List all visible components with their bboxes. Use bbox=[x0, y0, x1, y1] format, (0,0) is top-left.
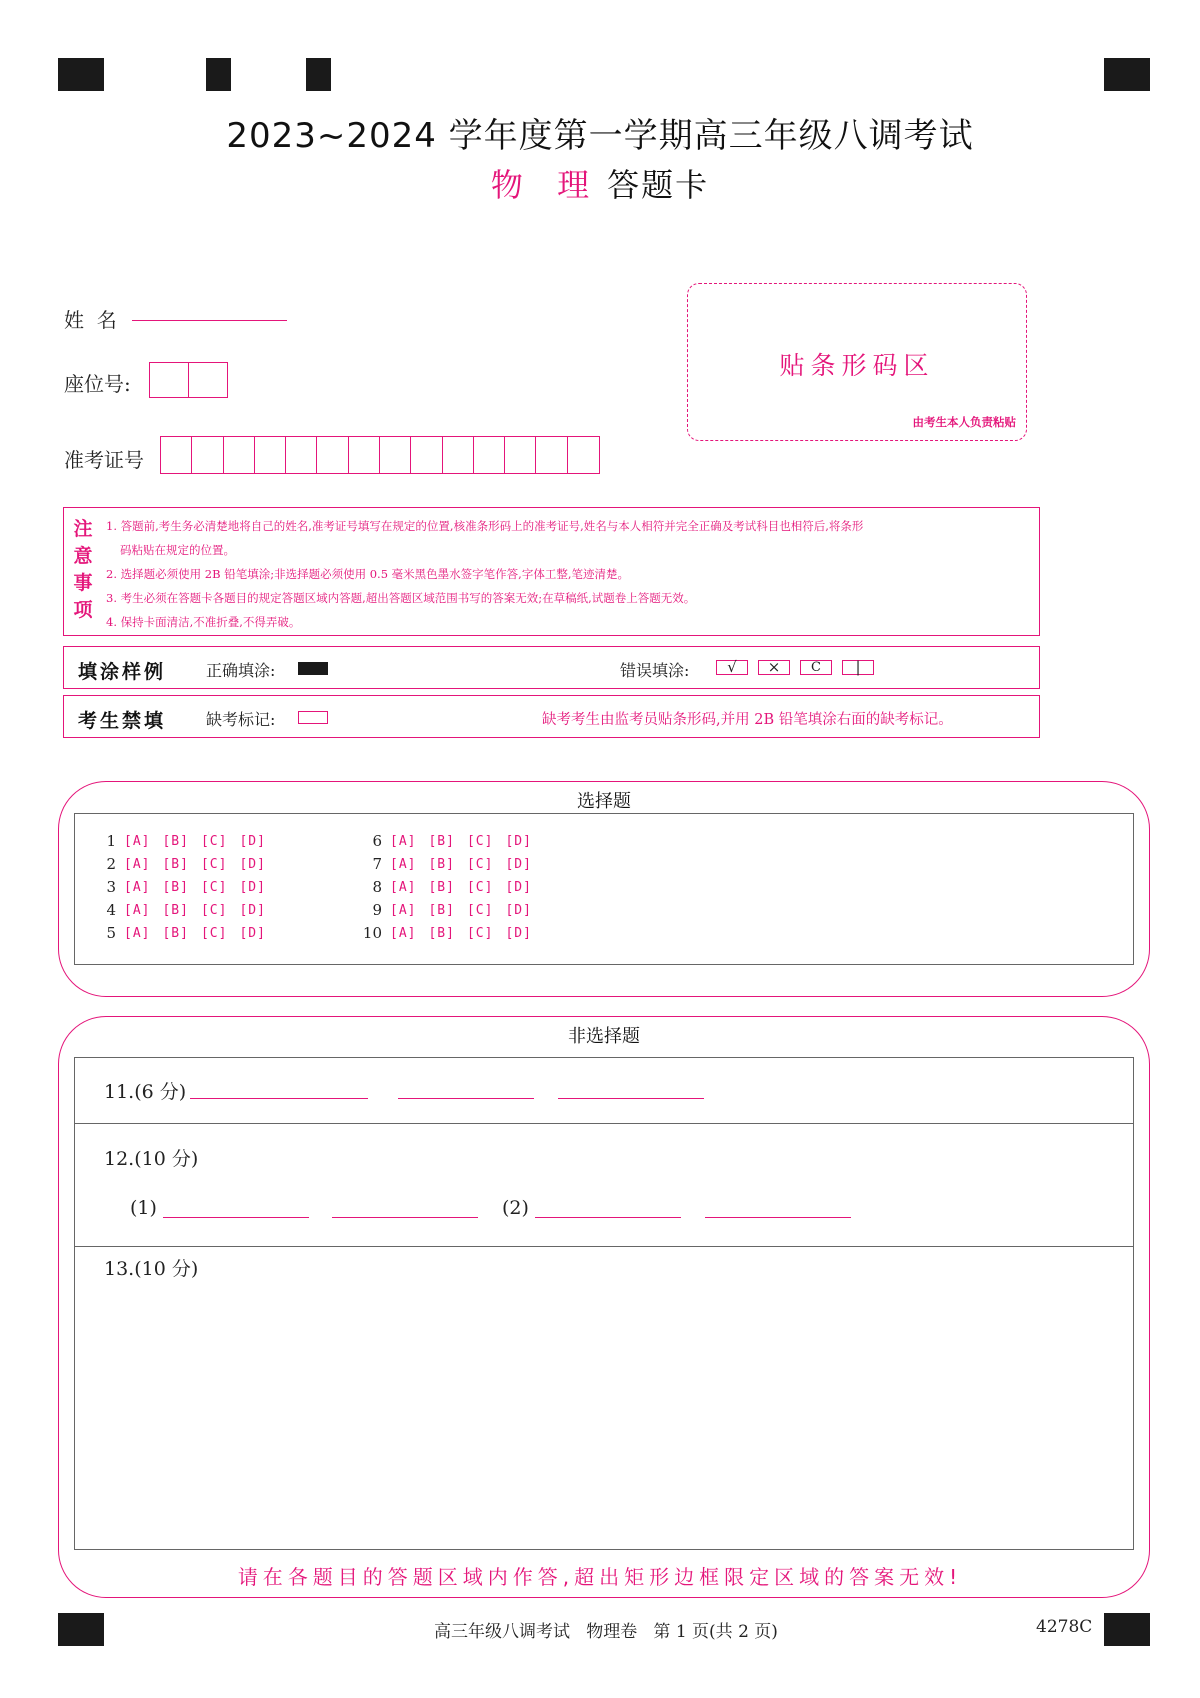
absent-mark-label: 缺考标记: bbox=[206, 710, 276, 729]
exam-id-digit-box[interactable] bbox=[505, 437, 536, 473]
exam-id-digit-box[interactable] bbox=[317, 437, 348, 473]
choice-question-number: 3 bbox=[106, 878, 116, 896]
q13-answer-area[interactable] bbox=[76, 1290, 1132, 1548]
choice-question-row bbox=[356, 878, 544, 896]
q11-blank-2[interactable] bbox=[398, 1098, 534, 1099]
choice-question-number: 6 bbox=[372, 832, 382, 850]
choice-option-bubble[interactable]: [A] bbox=[390, 879, 417, 895]
choice-question-number: 4 bbox=[106, 901, 116, 919]
page-footer: 高三年级八调考试 物理卷 第 1 页(共 2 页) bbox=[434, 1622, 778, 1642]
notice-item-1-cont: 码粘贴在规定的位置。 bbox=[120, 543, 235, 557]
exam-id-digit-box[interactable] bbox=[349, 437, 380, 473]
question-13-label: 13.(10 分) bbox=[104, 1258, 199, 1280]
exam-id-digit-box[interactable] bbox=[443, 437, 474, 473]
choice-option-bubble[interactable]: [C] bbox=[200, 856, 228, 872]
exam-id-boxes[interactable] bbox=[160, 436, 600, 474]
choice-option-bubble[interactable]: [D] bbox=[505, 925, 532, 941]
barcode-area bbox=[687, 283, 1027, 441]
choice-question-number: 7 bbox=[372, 855, 382, 873]
registration-mark-bottom-left bbox=[58, 1613, 104, 1646]
choice-question-row bbox=[90, 832, 278, 850]
forbidden-label: 考生禁填 bbox=[78, 710, 167, 732]
choice-option-bubble[interactable]: [A] bbox=[124, 879, 151, 895]
exam-id-digit-box[interactable] bbox=[286, 437, 317, 473]
choice-option-bubble[interactable]: [B] bbox=[428, 879, 455, 895]
choice-option-bubble[interactable]: [C] bbox=[466, 856, 494, 872]
choice-option-bubble[interactable]: [B] bbox=[428, 925, 455, 941]
absent-note: 缺考考生由监考员贴条形码,并用 2B 铅笔填涂右面的缺考标记。 bbox=[542, 712, 953, 728]
q11-blank-3[interactable] bbox=[558, 1098, 704, 1099]
fill-example-box bbox=[63, 646, 1040, 689]
choice-option-bubble[interactable]: [C] bbox=[466, 925, 494, 941]
choice-option-bubble[interactable]: [A] bbox=[124, 856, 151, 872]
exam-id-digit-box[interactable] bbox=[161, 437, 192, 473]
choice-question-row bbox=[90, 878, 278, 896]
choice-question-number: 9 bbox=[372, 901, 382, 919]
exam-id-digit-box[interactable] bbox=[224, 437, 255, 473]
choice-title: 选择题 bbox=[577, 791, 631, 812]
exam-id-digit-box[interactable] bbox=[380, 437, 411, 473]
registration-mark-top-right bbox=[1104, 58, 1150, 91]
barcode-note: 由考生本人负责粘贴 bbox=[912, 415, 1016, 429]
notice-items bbox=[106, 514, 1029, 634]
exam-title: 2023~2024 学年度第一学期高三年级八调考试 bbox=[226, 116, 974, 156]
wrong-fill-sample-check: √ bbox=[716, 660, 748, 675]
choice-option-bubble[interactable]: [B] bbox=[162, 833, 189, 849]
notice-heading bbox=[72, 516, 94, 624]
choice-option-bubble[interactable]: [D] bbox=[239, 925, 266, 941]
seat-label: 座位号: bbox=[64, 372, 131, 396]
exam-id-digit-box[interactable] bbox=[255, 437, 286, 473]
choice-option-bubble[interactable]: [A] bbox=[124, 833, 151, 849]
choice-option-bubble[interactable]: [D] bbox=[239, 902, 266, 918]
nonchoice-title: 非选择题 bbox=[568, 1026, 640, 1047]
choice-question-row bbox=[90, 855, 278, 873]
notice-heading-char: 意 bbox=[73, 545, 93, 567]
divider-q11-q12 bbox=[74, 1123, 1134, 1124]
choice-question-row bbox=[90, 901, 278, 919]
choice-option-bubble[interactable]: [C] bbox=[466, 902, 494, 918]
choice-option-bubble[interactable]: [A] bbox=[390, 925, 417, 941]
answer-area-warning: 请在各题目的答题区域内作答,超出矩形边框限定区域的答案无效! bbox=[237, 1565, 963, 1589]
registration-mark-top-3 bbox=[306, 58, 331, 91]
card-label: 答题卡 bbox=[607, 166, 710, 204]
choice-option-bubble[interactable]: [B] bbox=[428, 833, 455, 849]
choice-option-bubble[interactable]: [A] bbox=[390, 833, 417, 849]
choice-question-row bbox=[356, 901, 544, 919]
registration-mark-top-left bbox=[58, 58, 104, 91]
choice-question-number: 1 bbox=[106, 832, 116, 850]
question-11-label: 11.(6 分) bbox=[104, 1081, 187, 1103]
choice-option-bubble[interactable]: [B] bbox=[162, 879, 189, 895]
wrong-fill-sample-cross: × bbox=[758, 660, 790, 675]
choice-option-bubble[interactable]: [B] bbox=[428, 856, 455, 872]
wrong-fill-label: 错误填涂: bbox=[620, 661, 690, 680]
q12-part2-blank-2[interactable] bbox=[705, 1217, 851, 1218]
forbidden-box bbox=[63, 695, 1040, 738]
notice-heading-char: 项 bbox=[73, 599, 93, 621]
choice-question-row bbox=[356, 832, 544, 850]
divider-q12-q13 bbox=[74, 1246, 1134, 1247]
wrong-fill-sample-circle: C bbox=[800, 660, 832, 675]
correct-fill-label: 正确填涂: bbox=[206, 661, 276, 680]
subject-name: 物 理 bbox=[490, 166, 602, 204]
choice-option-bubble[interactable]: [D] bbox=[505, 879, 532, 895]
choice-option-bubble[interactable]: [C] bbox=[200, 925, 228, 941]
choice-option-bubble[interactable]: [C] bbox=[466, 879, 494, 895]
name-label: 姓 名 bbox=[64, 308, 117, 332]
choice-option-bubble[interactable]: [B] bbox=[162, 856, 189, 872]
choice-question-row bbox=[90, 924, 278, 942]
exam-id-label: 准考证号 bbox=[64, 448, 144, 472]
name-field[interactable] bbox=[132, 320, 287, 321]
fill-example-label: 填涂样例 bbox=[78, 661, 167, 683]
absent-mark-box[interactable] bbox=[298, 711, 328, 724]
choice-question-number: 5 bbox=[106, 924, 116, 942]
paper-code: 4278C bbox=[1036, 1617, 1093, 1637]
q12-part-1-label: (1) bbox=[130, 1197, 157, 1219]
exam-id-digit-box[interactable] bbox=[568, 437, 599, 473]
exam-id-digit-box[interactable] bbox=[192, 437, 223, 473]
choice-option-bubble[interactable]: [D] bbox=[239, 833, 266, 849]
registration-mark-top-2 bbox=[206, 58, 231, 91]
choice-option-bubble[interactable]: [D] bbox=[239, 856, 266, 872]
choice-option-bubble[interactable]: [A] bbox=[124, 925, 151, 941]
choice-option-bubble[interactable]: [A] bbox=[390, 856, 417, 872]
choice-option-bubble[interactable]: [D] bbox=[239, 879, 266, 895]
choice-option-bubble[interactable]: [C] bbox=[200, 833, 228, 849]
registration-mark-bottom-right bbox=[1104, 1613, 1150, 1646]
seat-number-boxes[interactable] bbox=[149, 362, 228, 398]
choice-option-bubble[interactable]: [B] bbox=[428, 902, 455, 918]
notice-item-1: 1. 答题前,考生务必清楚地将自己的姓名,准考证号填写在规定的位置,核准条形码上的准考证号,姓名与本人相符并完全正确及考试科目也相符后,将条形 bbox=[106, 519, 864, 533]
wrong-fill-sample-line: | bbox=[842, 660, 874, 675]
choice-option-bubble[interactable]: [B] bbox=[162, 902, 189, 918]
choice-option-bubble[interactable]: [A] bbox=[390, 902, 417, 918]
q12-part1-blank-2[interactable] bbox=[332, 1217, 478, 1218]
choice-question-row bbox=[356, 855, 544, 873]
barcode-title: 贴条形码区 bbox=[779, 351, 935, 380]
notice-box bbox=[63, 507, 1040, 636]
card-title bbox=[0, 160, 1200, 206]
choice-option-bubble[interactable]: [D] bbox=[505, 833, 532, 849]
notice-item-4: 4. 保持卡面清洁,不准折叠,不得弄破。 bbox=[106, 615, 301, 629]
choice-question-number: 8 bbox=[372, 878, 382, 896]
correct-fill-sample bbox=[298, 662, 328, 675]
choice-option-bubble[interactable]: [A] bbox=[124, 902, 151, 918]
choice-option-bubble[interactable]: [D] bbox=[505, 902, 532, 918]
choice-option-bubble[interactable]: [B] bbox=[162, 925, 189, 941]
choice-question-number: 2 bbox=[106, 855, 116, 873]
choice-option-bubble[interactable]: [D] bbox=[505, 856, 532, 872]
q11-blank-1[interactable] bbox=[190, 1098, 368, 1099]
q12-part2-blank-1[interactable] bbox=[535, 1217, 681, 1218]
notice-item-2: 2. 选择题必须使用 2B 铅笔填涂;非选择题必须使用 0.5 毫米黑色墨水签字笔作答,字体工整,笔迹清楚。 bbox=[106, 567, 629, 581]
notice-heading-char: 注 bbox=[73, 518, 93, 540]
choice-option-bubble[interactable]: [C] bbox=[200, 902, 228, 918]
notice-heading-char: 事 bbox=[73, 572, 93, 594]
exam-id-digit-box[interactable] bbox=[536, 437, 567, 473]
choice-question-number: 10 bbox=[362, 924, 382, 942]
choice-option-bubble[interactable]: [C] bbox=[200, 879, 228, 895]
exam-id-digit-box[interactable] bbox=[411, 437, 442, 473]
choice-option-bubble[interactable]: [C] bbox=[466, 833, 494, 849]
notice-item-3: 3. 考生必须在答题卡各题目的规定答题区域内答题,超出答题区域范围书写的答案无效;在草稿纸,试题卷上答题无效。 bbox=[106, 591, 696, 605]
exam-id-digit-box[interactable] bbox=[474, 437, 505, 473]
q12-part1-blank-1[interactable] bbox=[163, 1217, 309, 1218]
q12-part-2-label: (2) bbox=[502, 1197, 529, 1219]
choice-question-row bbox=[356, 924, 544, 942]
question-12-label: 12.(10 分) bbox=[104, 1148, 199, 1170]
